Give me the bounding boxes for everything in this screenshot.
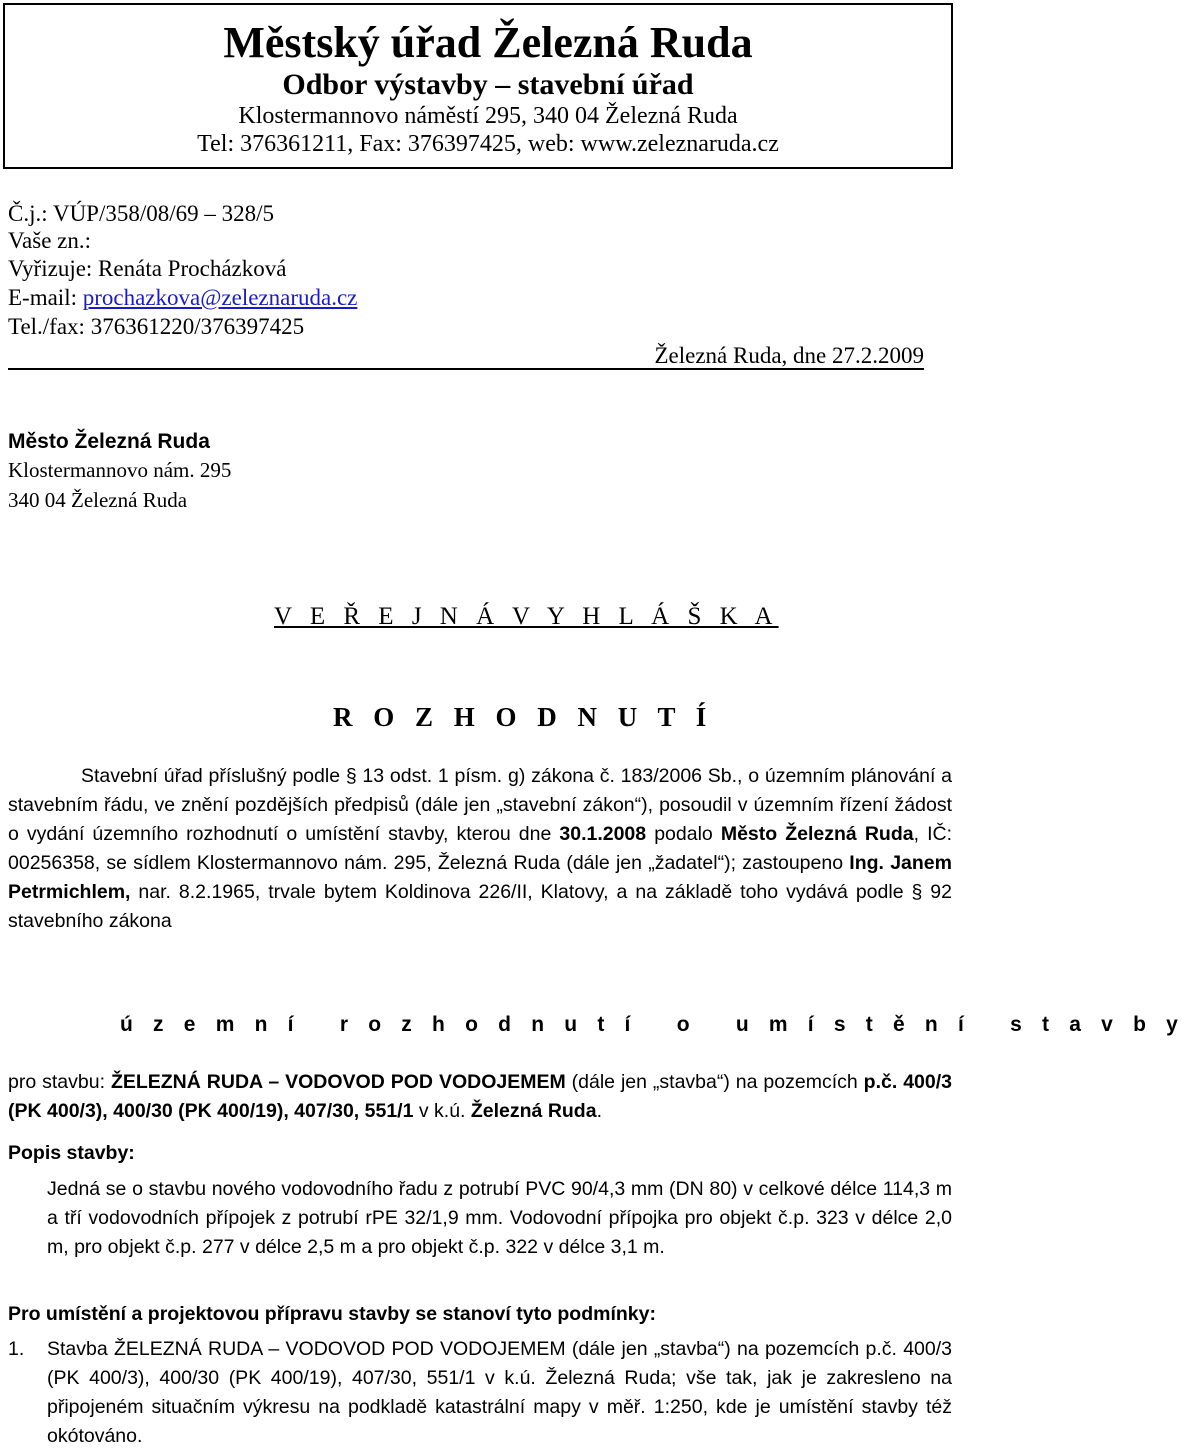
email-link[interactable]: prochazkova@zeleznaruda.cz [82, 285, 358, 310]
department-name: Odbor výstavby – stavební úřad [282, 68, 694, 101]
intro-paragraph: Stavební úřad příslušný podle § 13 odst. 1 písm. g) zákona č. 183/2006 Sb., o územním plánování a stavebním řádu, ve znění pozdějších předpisů (dále jen „stavební zákon“), posoudil v územním řízení žádost o vydání územního rozhodnutí o umístění stavby, kterou dne 30.1.2008 podalo Město Železná Ruda, IČ: 00256358, se sídlem Klostermannovo nám. 295, Železná Ruda (dále jen „žadatel“); zastoupeno Ing. Janem Petrmichlem, nar. 8.2.1965, trvale bytem Koldinova 226/II, Klatovy, a na základě toho vydává podle § 92 stavebního zákona [8, 765, 952, 932]
your-reference: Vaše zn.: [8, 228, 92, 253]
letterhead-box [3, 3, 953, 169]
recipient-street: Klostermannovo nám. 295 [8, 458, 232, 482]
tel-fax: Tel./fax: 376361220/376397425 [8, 314, 305, 339]
decision-title: R O Z H O D N U T Í [333, 702, 714, 732]
reference-number: Č.j.: VÚP/358/08/69 – 328/5 [8, 201, 275, 226]
recipient-name: Město Železná Ruda [8, 430, 210, 453]
date-line: Železná Ruda, dne 27.2.2009 [8, 341, 924, 370]
office-contact: Tel: 376361211, Fax: 376397425, web: www.zeleznaruda.cz [197, 131, 779, 157]
email-line [8, 284, 357, 312]
description-text: Jedná se o stavbu nového vodovodního řadu z potrubí PVC 90/4,3 mm (DN 80) v celkové délce 114,3 m a tří vodovodních přípojek z potrubí rPE 32/1,9 mm. Vodovodní přípojka pro objekt č.p. 323 v délce 2,0 m, pro objekt č.p. 277 v délce 2,5 m a pro objekt č.p. 322 v délce 3,1 m. [47, 1178, 952, 1258]
decision-heading: ú z e m n í r o z h o d n u t í o u m í s t ě n í s t a v b y [120, 1013, 1185, 1036]
condition-text: Stavba ŽELEZNÁ RUDA – VODOVOD POD VODOJEMEM (dále jen „stavba“) na pozemcích p.č. 400/3 (PK 400/3), 400/30 (PK 400/19), 407/30, 551/1 v k.ú. Železná Ruda; vše tak, jak je zakresleno na připojeném situačním výkresu na podkladě katastrální mapy v měř. 1:250, kde je umístění stavby též okótováno. [47, 1338, 952, 1447]
description-heading: Popis stavby: [8, 1142, 135, 1164]
office-address: Klostermannovo náměstí 295, 340 04 Železná Ruda [238, 103, 738, 129]
office-name: Městský úřad Železná Ruda [223, 18, 753, 67]
condition-number: 1. [8, 1338, 25, 1360]
email-label: E-mail: [8, 285, 83, 310]
public-notice-title: V E Ř E J N Á V Y H L Á Š K A [274, 603, 779, 630]
recipient-city: 340 04 Železná Ruda [8, 488, 188, 512]
handled-by: Vyřizuje: Renáta Procházková [8, 256, 287, 281]
conditions-heading: Pro umístění a projektovou přípravu stavby se stanoví tyto podmínky: [8, 1303, 656, 1325]
condition-item [8, 1335, 952, 1451]
building-paragraph: pro stavbu: ŽELEZNÁ RUDA – VODOVOD POD VODOJEMEM (dále jen „stavba“) na pozemcích p.č. 400/3 (PK 400/3), 400/30 (PK 400/19), 407/30, 551/1 v k.ú. Železná Ruda. [8, 1071, 953, 1122]
